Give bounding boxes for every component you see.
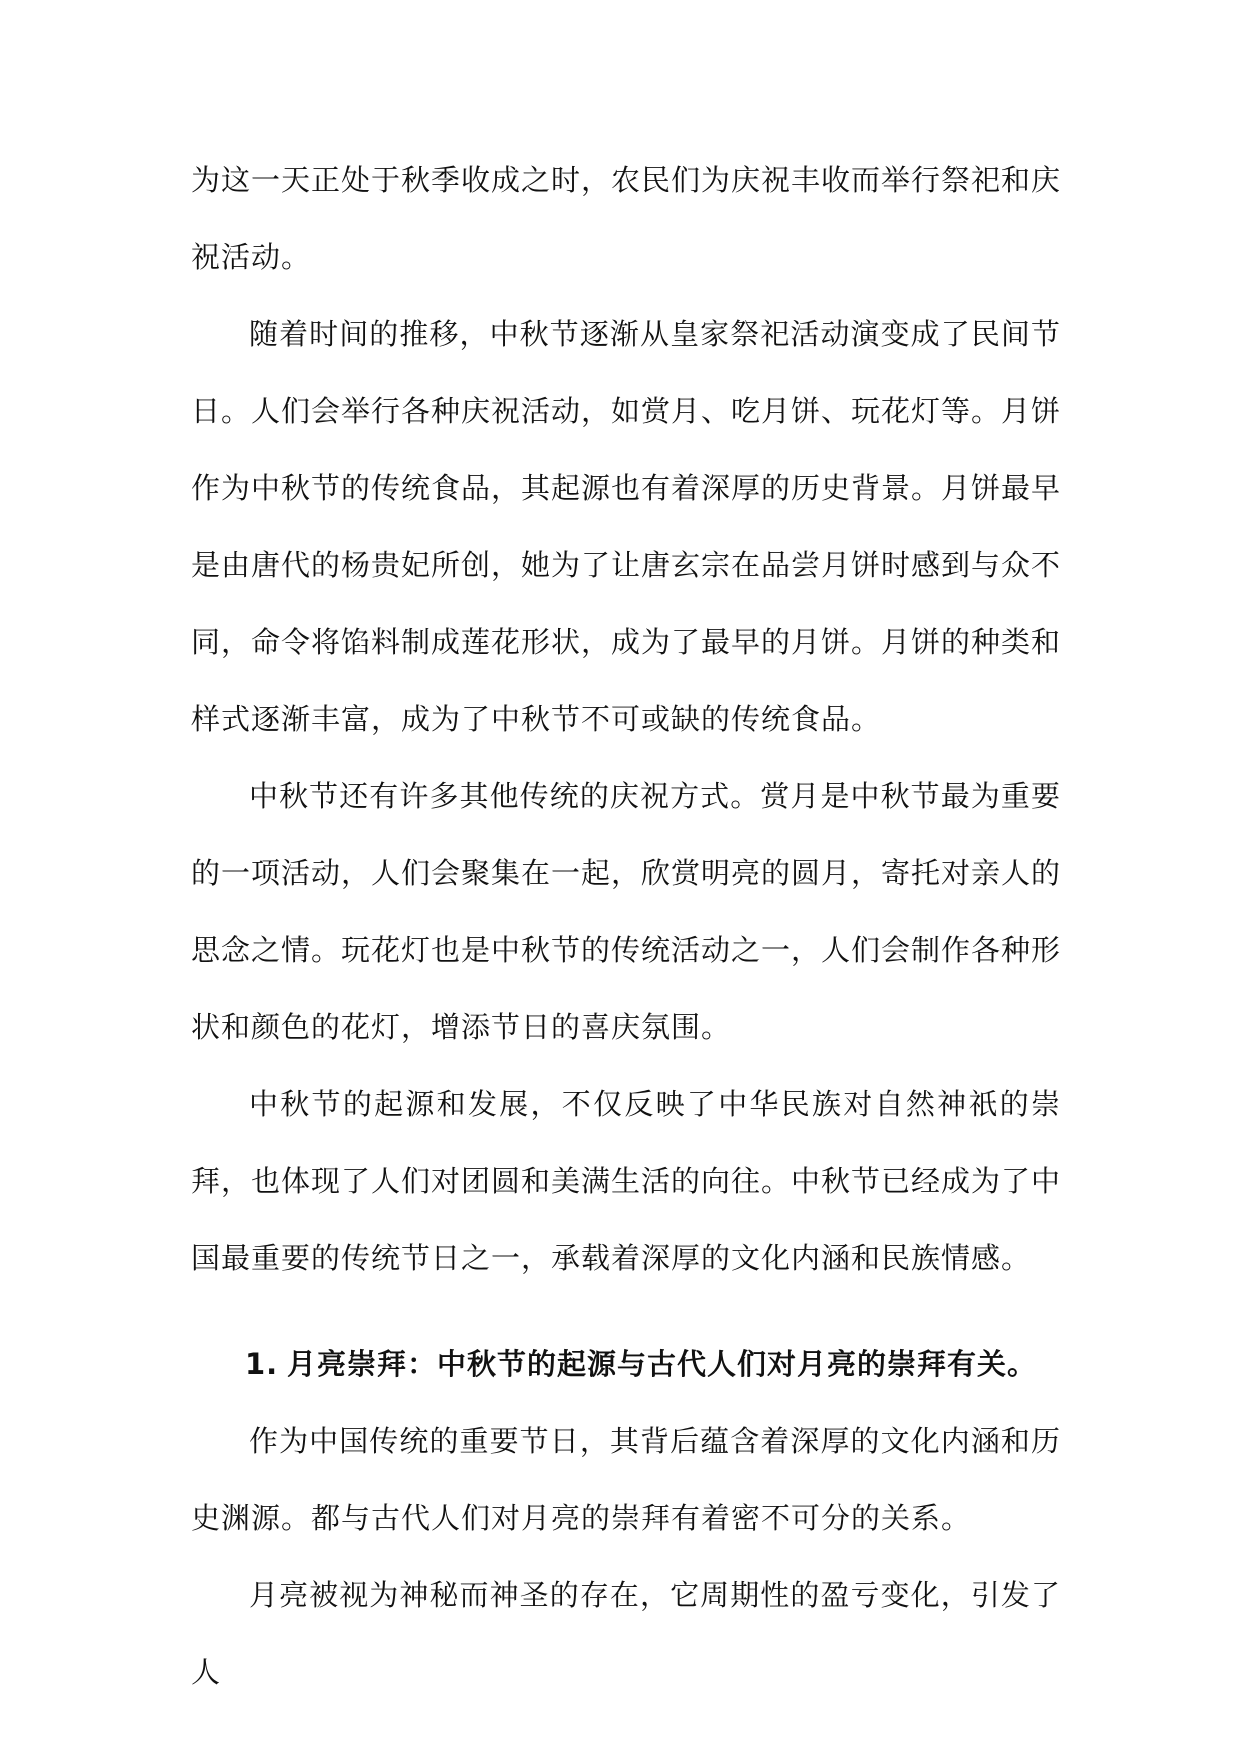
document-body (191, 142, 1061, 1711)
paragraph-section-intro: 作为中国传统的重要节日，其背后蕴含着深厚的文化内涵和历史渊源。都与古代人们对月亮的崇拜有着密不可分的关系。 (191, 1424, 1061, 1535)
paragraph-continued: 为这一天正处于秋季收成之时，农民们为庆祝丰收而举行祭祀和庆祝活动。 (191, 163, 1062, 274)
paragraph-mooncake-history: 随着时间的推移，中秋节逐渐从皇家祭祀活动演变成了民间节日。人们会举行各种庆祝活动，如赏月、吃月饼、玩花灯等。月饼作为中秋节的传统食品，其起源也有着深厚的历史背景。月饼最早是由唐代的杨贵妃所创，她为了让唐玄宗在品尝月饼时感到与众不同，命令将馅料制成莲花形状，成为了最早的月饼。月饼的种类和样式逐渐丰富，成为了中秋节不可或缺的传统食品。 (191, 317, 1062, 736)
section-title: 月亮崇拜：中秋节的起源与古代人们对月亮的崇拜有关。 (287, 1347, 1038, 1381)
section-heading (191, 1326, 1061, 1403)
paragraph-significance: 中秋节的起源和发展，不仅反映了中华民族对自然神祇的崇拜，也体现了人们对团圆和美满生活的向往。中秋节已经成为了中国最重要的传统节日之一，承载着深厚的文化内涵和民族情感。 (191, 1087, 1062, 1275)
paragraph-moon-worship: 月亮被视为神秘而神圣的存在，它周期性的盈亏变化，引发了人 (191, 1578, 1061, 1689)
section-number: 1. (245, 1347, 279, 1381)
paragraph-celebrations: 中秋节还有许多其他传统的庆祝方式。赏月是中秋节最为重要的一项活动，人们会聚集在一起，欣赏明亮的圆月，寄托对亲人的思念之情。玩花灯也是中秋节的传统活动之一，人们会制作各种形状和颜色的花灯，增添节日的喜庆氛围。 (191, 779, 1062, 1044)
